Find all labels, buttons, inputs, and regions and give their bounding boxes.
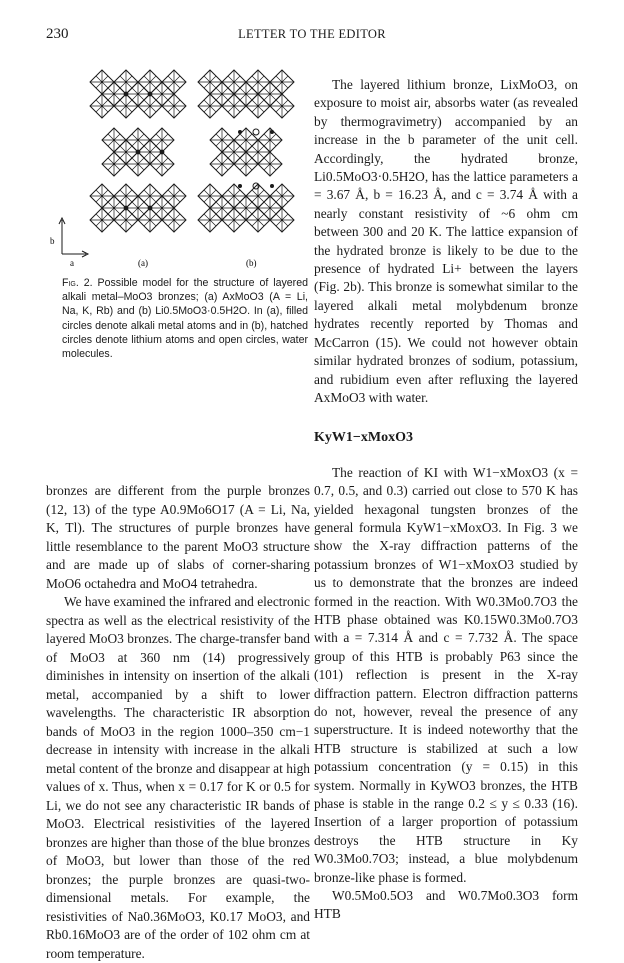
paragraph: W0.5Mo0.5O3 and W0.7Mo0.3O3 form HTB <box>314 888 578 922</box>
running-head: LETTER TO THE EDITOR <box>238 27 386 41</box>
left-column-text <box>46 482 310 963</box>
section-heading: KyW1−xMoxO3 <box>314 430 413 446</box>
page-header <box>46 26 578 48</box>
figure-label-a: (a) <box>138 258 148 268</box>
paragraph: The layered lithium bronze, LixMoO3, on exposure to moist air, absorbs water (as revealed by thermogravimetry) accompanied by an increase in the b parameter of the unit cell. Accordingly, the hydrated bronze, Li0.5MoO3·0.5H2O, has the lattice parameters a = 3.67 Å, b = 16.23 Å, and c = 3.74 Å with a nearly constant resistivity of ~6 ohm cm between 300 and 20 K. The lattice expansion of the hydrated bronze is likely to be due to the presence of hydrated Li+ between the layers (Fig. 2b). This bronze is somewhat similar to the layered alkali metal molybdenum bronze hydrates recently reported by Thomas and McCarron (15). We could not however obtain similar hydrated bronzes of sodium, potassium, and rubidium even after refluxing the layered AxMoO3 with water. <box>314 77 578 405</box>
axis-label-a: a <box>70 258 74 268</box>
paragraph: bronzes are different from the purple bronzes (12, 13) of the type A0.9Mo6O17 (A = Li, Na, K, Tl). The structures of purple bronzes have little resemblance to the parent MoO3 structure and are made up of slabs of corner-sharing MoO6 octahedra and MoO4 tetrahedra. <box>46 483 310 591</box>
paragraph: We have examined the infrared and electronic spectra as well as the electrical resistivity of the layered MoO3 bronzes. The charge-transfer band of MoO3 at 360 nm (14) progressively diminishes in intensity on insertion of the alkali metal, accompanied by a shift to lower wavelengths. The characteristic IR absorption bands of MoO3 in the region 1000–350 cm−1 decrease in intensity with increase in the alkali metal content of the bronze and disappear at high values of x. Thus, when x = 0.17 for K or 0.5 for Li, we do not see any characteristic IR bands of MoO3. Electrical resistivities of the layered bronzes are higher than those of the blue bronzes of MoO3, but lower than those of the red bronzes; the purple bronzes are quasi-two-dimensional metals. For example, the resistivities of Na0.36MoO3, K0.17 MoO3, and Rb0.16MoO3 are of the order of 102 ohm cm at room temperature. <box>46 594 310 961</box>
axis-label-b: b <box>50 236 55 246</box>
structure-figure <box>46 68 310 268</box>
right-column-text <box>314 76 578 924</box>
figure-caption-label: Fig. 2. <box>62 277 93 289</box>
figure-label-b: (b) <box>246 258 257 268</box>
paragraph: The reaction of KI with W1−xMoxO3 (x = 0.7, 0.5, and 0.3) carried out close to 570 K has yielded hexagonal tungsten bronzes of the general formula KyW1−xMoxO3. In Fig. 3 we show the X-ray diffraction patterns of the potassium bronzes of W1−xMoxO3 studied by us to demonstrate that the bronzes are indeed formed in the reaction. With W0.3Mo0.7O3 the HTB phase obtained was K0.15W0.3Mo0.7O3 with a = 7.314 Å and c = 7.732 Å. The space group of this HTB is probably P63 since the (101) reflection is present in the X-ray diffraction pattern. Electron diffraction patterns do not, however, reveal the presence of any superstructure. It is indeed noteworthy that the HTB structure is stabilized at such a low potassium concentration (y = 0.15) in this system. Normally in KyWO3 bronzes, the HTB phase is stable in the range 0.2 ≤ y ≤ 0.33 (16). Insertion of a larger proportion of potassium destroys the HTB structure in Ky W0.3Mo0.7O3; instead, a blue molybdenum bronze-like phase is formed. <box>314 464 578 885</box>
structure-b <box>198 70 294 232</box>
figure-caption-text: Possible model for the structure of layered alkali metal–MoO3 bronzes; (a) AxMoO3 (A = Li, Na, K, Rb) and (b) Li0.5MoO3·0.5H2O. In (a), filled circles denote alkali metal atoms and in (b), hatched circles denote lithium atoms and open circles, water molecules. <box>62 277 308 361</box>
structure-a <box>90 70 186 232</box>
figure-caption <box>62 276 308 361</box>
page-number: 230 <box>46 26 69 42</box>
axes-indicator <box>50 218 88 268</box>
